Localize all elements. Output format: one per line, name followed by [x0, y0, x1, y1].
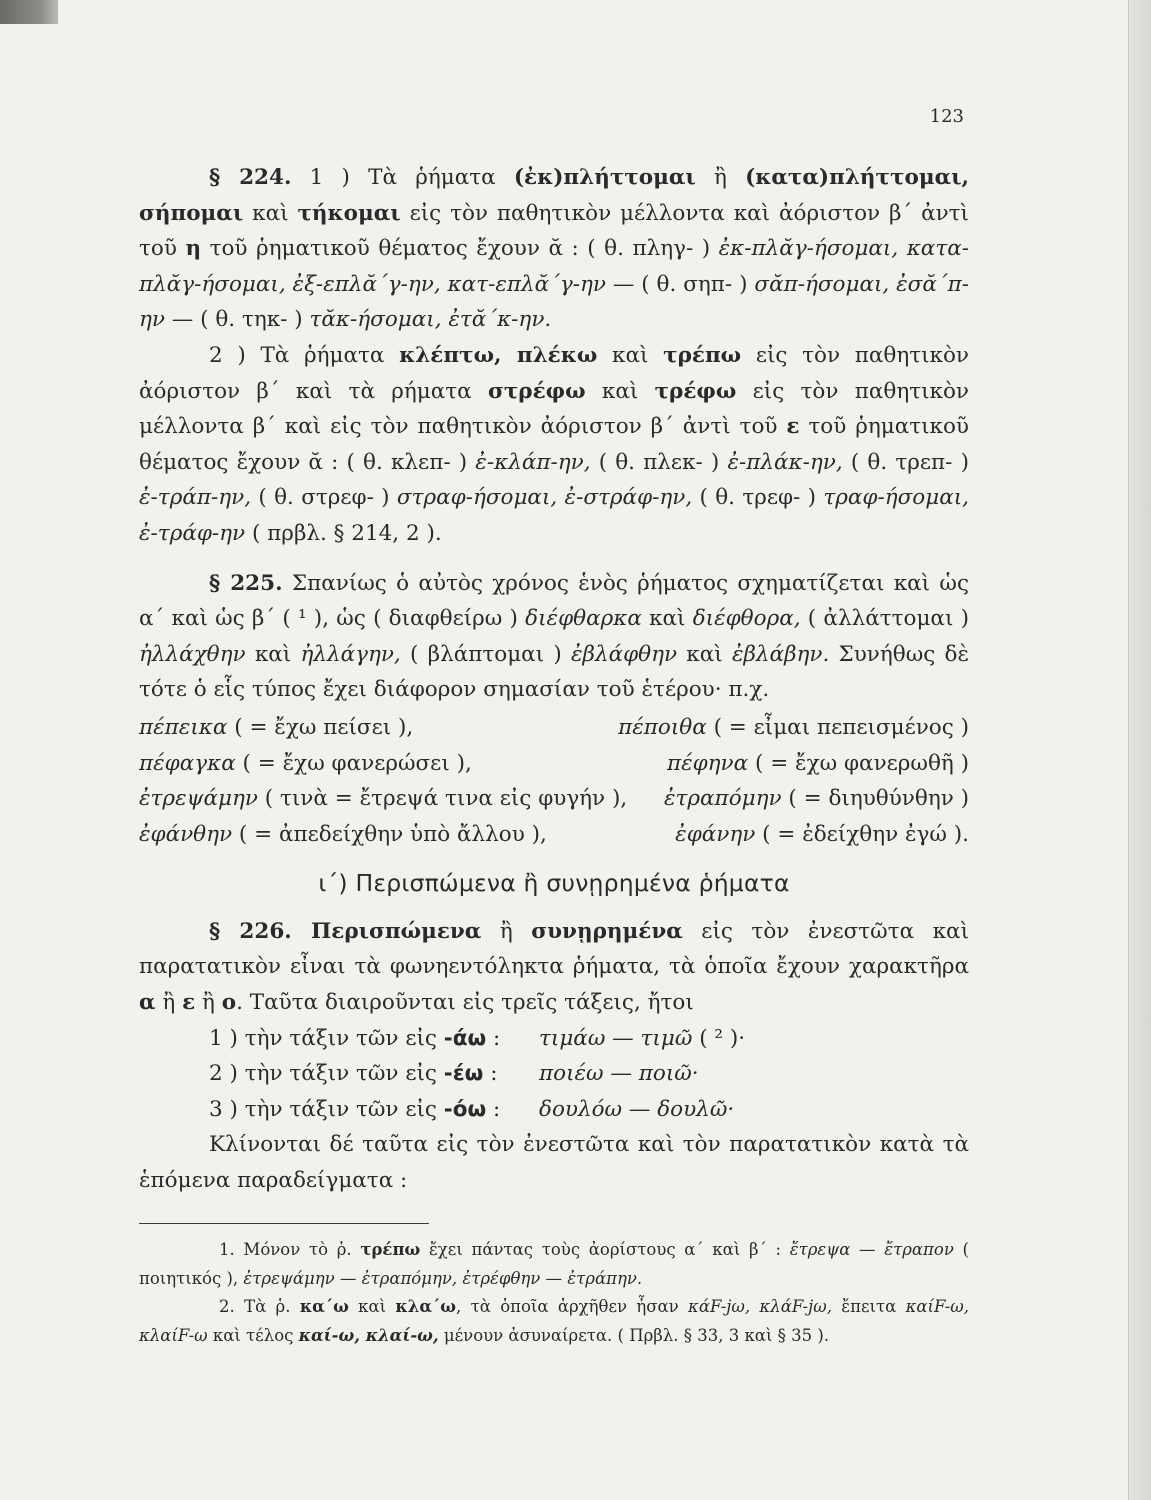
example-left — [139, 710, 413, 746]
text-run: : — [486, 1025, 501, 1051]
italic-form: κάF-jω, κλάF-jω, — [688, 1297, 832, 1316]
example-form: πέφηνα — [666, 750, 749, 776]
example-gloss: ( = διηυθύνθην ) — [781, 786, 969, 812]
bold-term: η — [185, 236, 202, 262]
scan-page-edge — [1128, 0, 1151, 1500]
text-run: — ( θ. τηκ- ) — [164, 307, 310, 333]
example-form: πέφαγκα — [139, 750, 236, 776]
text-run: ἢ — [695, 165, 746, 190]
bold-term: τρέφω — [654, 378, 737, 404]
footnote-divider — [139, 1223, 429, 1224]
example-gloss: ( = ἐδείχθην ἐγώ ). — [755, 821, 969, 847]
bold-term: Περισπώμενα — [291, 918, 482, 944]
text-run: καὶ — [597, 342, 664, 368]
italic-form: διέφθορα, — [692, 606, 801, 632]
example-form: ἐφάνην — [675, 821, 756, 847]
footnote-ref: ( ² )· — [692, 1025, 746, 1051]
example-gloss: ( = ἔχω φανερωθῆ ) — [748, 750, 969, 776]
ending: -άω — [443, 1025, 487, 1051]
example-gloss: ( = εἶμαι πεπεισμένος ) — [706, 714, 969, 740]
example-form: ποιέω — ποιῶ· — [539, 1061, 699, 1087]
example-row — [139, 817, 969, 853]
example-right — [667, 746, 969, 782]
text-run: ( ποιητικός ), — [139, 1240, 969, 1288]
main-text — [139, 160, 969, 1199]
text-run: ( θ. πλεκ- ) — [590, 449, 728, 475]
example-form: ἐτραπόμην — [663, 786, 782, 812]
example-gloss: ( = ἀπεδείχθην ὑπὸ ἄλλου ), — [232, 821, 547, 847]
verb-class-row — [209, 1092, 969, 1128]
verb-class-example — [539, 1092, 734, 1128]
italic-form: ἐβλάβην. — [731, 641, 830, 667]
text-run: , τὰ ὁποῖα ἀρχῆθεν ἦσαν — [456, 1297, 689, 1316]
text-run: : — [486, 1096, 501, 1122]
text-run: ( θ. τρεφ- ) — [692, 485, 824, 511]
verb-class-label — [209, 1021, 539, 1057]
footnote-1 — [139, 1236, 969, 1293]
text-run: μένουν ἀσυναίρετα. ( Πρβλ. § 33, 3 καὶ § 35 ). — [438, 1325, 830, 1345]
bold-term: τρέπω — [360, 1240, 421, 1259]
text-run: καὶ — [585, 378, 655, 404]
section-number: § 226. — [209, 918, 292, 944]
text-run: τοῦ ῥηματικοῦ θέματος ἔχουν ᾰ : ( θ. κλεπ- ) — [139, 414, 969, 475]
text-run: ἢ — [155, 990, 183, 1016]
footnotes — [139, 1236, 969, 1350]
text-run: καὶ — [245, 641, 301, 667]
italic-form: ἠλλάχθην — [139, 641, 246, 667]
italic-form: ἐβλάφθην — [571, 641, 678, 667]
italic-form: ἐ-τράπ-ην, — [139, 485, 252, 511]
ending: -όω — [443, 1096, 487, 1122]
text-run: Συνήθως δὲ τότε ὁ εἷς τύπος ἔχει διάφορον σημασίαν τοῦ ἑτέρου· π.χ. — [139, 641, 969, 703]
bold-term: συνῃρημένα — [531, 918, 683, 944]
example-form: πέποιθα — [618, 714, 707, 740]
text-run: καὶ — [348, 1297, 396, 1316]
bold-term: (ἐκ)πλήττομαι — [513, 165, 696, 190]
bold-italic-form: καί-ω, κλαί-ω, — [298, 1325, 439, 1345]
example-form: πέπεικα — [139, 714, 228, 740]
text-run: ἔχει πάντας τοὺς ἀορίστους α΄ καὶ β΄ : — [420, 1240, 790, 1259]
bold-term: κα΄ω — [299, 1297, 349, 1316]
bold-term: α — [139, 990, 156, 1016]
text-run: εἰς τὸν παθητικὸν μέλλοντα β΄ καὶ εἰς τὸν παθητικὸν ἀόριστον β΄ ἀντὶ τοῦ — [139, 378, 969, 440]
text-run: 2 ) τὴν τάξιν τῶν εἰς — [209, 1061, 444, 1087]
text-run: ( θ. στρεφ- ) — [251, 485, 397, 511]
italic-form: διέφθαρκα — [525, 606, 642, 632]
text-run: εἰς τὸν παθητικὸν ἀόριστον β΄ καὶ τὰ ρήματα — [139, 342, 969, 404]
example-row — [139, 781, 969, 817]
example-form: δουλόω — δουλῶ· — [539, 1096, 735, 1122]
text-run: 3 ) τὴν τάξιν τῶν εἰς — [209, 1096, 444, 1122]
text-run: εἰς τὸν ἐνεστῶτα καὶ παρατατικὸν εἶναι τὰ φωνηεντόληκτα ῥήματα, τὰ ὁποῖα ἔχουν χαρακτῆρα — [139, 918, 970, 980]
example-row — [139, 746, 969, 782]
bold-term: τήκομαι — [297, 200, 401, 226]
section-224-paragraph-1 — [139, 160, 969, 338]
text-run: 1 ) τὴν τάξιν τῶν εἰς — [209, 1025, 444, 1051]
example-form: τιμάω — τιμῶ — [539, 1025, 693, 1051]
italic-form: ἠλλάγην, — [300, 641, 401, 667]
italic-form: ἐτρεψάμην — ἐτραπόμην, ἐτρέφθην — ἐτράπην. — [243, 1268, 643, 1288]
verb-class-example — [539, 1021, 745, 1057]
italic-form: στραφ-ήσομαι, ἐ-στράφ-ην, — [396, 485, 693, 511]
scan-corner-mark — [0, 0, 58, 24]
example-left — [139, 781, 627, 817]
verb-class-example — [539, 1056, 699, 1092]
text-run: ( ἀλλάττομαι ) — [800, 606, 969, 632]
text-run: ( βλάπτομαι ) — [400, 641, 571, 667]
text-run: ( πρβλ. § 214, 2 ). — [245, 520, 442, 546]
text-run: καὶ — [677, 641, 732, 667]
example-left — [139, 817, 547, 853]
example-right — [664, 781, 969, 817]
bold-term: (κατα)πλήττομαι, σήπομαι — [139, 165, 969, 226]
example-table — [139, 710, 969, 852]
italic-form: τᾰκ-ήσομαι, ἐτᾰ΄κ-ην. — [309, 307, 552, 333]
verb-class-label — [209, 1056, 539, 1092]
example-right — [675, 817, 969, 853]
example-form: ἐτρεψάμην — [139, 786, 258, 812]
example-gloss: ( τινὰ = ἔτρεψά τινα εἰς φυγήν ), — [257, 786, 628, 812]
text-run: ἢ — [481, 918, 532, 944]
bold-term: στρέφω — [487, 378, 586, 404]
bold-term: κλα΄ω — [395, 1297, 457, 1316]
example-gloss: ( = ἔχω φανερώσει ), — [235, 750, 472, 776]
text-run: καὶ — [641, 606, 693, 632]
verb-class-list — [209, 1021, 969, 1128]
text-run: 2. Τὰ ῥ. — [219, 1297, 300, 1316]
text-run: ἢ — [195, 990, 222, 1016]
example-row — [139, 710, 969, 746]
italic-form: ἐκ-πλᾰγ-ήσομαι, κατα-πλᾰγ-ήσομαι, ἐξ-επλᾰ΄γ-ην, κατ-επλᾰ΄γ-ην — [139, 236, 970, 297]
section-number: § 225. — [209, 570, 283, 596]
bold-term: ο — [221, 990, 237, 1016]
verb-class-row — [209, 1021, 969, 1057]
example-right — [618, 710, 969, 746]
italic-form: καίF-ω, κλαίF-ω — [139, 1297, 970, 1345]
section-224-paragraph-2 — [139, 338, 969, 552]
page-number: 123 — [929, 106, 964, 127]
bold-term: κλέπτω, πλέκω — [399, 342, 598, 368]
text-run: — ( θ. σηπ- ) — [605, 271, 755, 297]
section-225-paragraph — [139, 566, 969, 708]
text-run: : — [483, 1061, 498, 1087]
footnote-2 — [139, 1293, 969, 1350]
text-run: εἰς τὸν παθητικὸν μέλλοντα καὶ ἀόριστον β΄ ἀντὶ τοῦ — [139, 200, 969, 262]
verb-class-label — [209, 1092, 539, 1128]
text-run: τοῦ ῥηματικοῦ θέματος ἔχουν ᾰ : ( θ. πληγ- ) — [201, 236, 719, 262]
example-left — [139, 746, 472, 782]
bold-term: τρέπω — [663, 342, 742, 368]
italic-form: ἔτρεψα — ἔτραπον — [789, 1240, 954, 1259]
text-run: καὶ τέλος — [207, 1325, 299, 1345]
italic-form: ἐ-κλάπ-ην, — [475, 449, 591, 475]
italic-form: ἐ-πλάκ-ην, — [727, 449, 843, 475]
text-run: 2 ) Τὰ ῥήματα — [209, 342, 400, 368]
example-gloss: ( = ἔχω πείσει ), — [227, 714, 414, 740]
ending: -έω — [443, 1061, 484, 1087]
section-number: § 224. — [209, 165, 292, 190]
bold-term: ε — [182, 990, 196, 1016]
italic-form: σᾰπ-ήσομαι, ἐσᾰ΄π-ην — [139, 271, 970, 333]
section-heading: ι΄) Περισπώμενα ἢ συνῃρημένα ῥήματα — [318, 869, 790, 898]
text-run: 1. Μόνον τὸ ῥ. — [219, 1240, 361, 1259]
verb-class-row — [209, 1056, 969, 1092]
example-form: ἐφάνθην — [139, 821, 233, 847]
text-run: καὶ — [243, 200, 298, 226]
closing-paragraph: Κλίνονται δέ ταῦτα εἰς τὸν ἐνεστῶτα καὶ τὸν παρατατικὸν κατὰ τὰ ἑπόμενα παραδείγματα : — [139, 1132, 969, 1194]
text-run: ( θ. τρεπ- ) — [842, 449, 969, 475]
text-run: Σπανίως ὁ αὐτὸς χρόνος ἑνὸς ῥήματος σχηματίζεται καὶ ὡς α΄ καὶ ὡς β΄ ( ¹ ), ὡς ( διαφθείρω ) — [139, 570, 970, 632]
text-run: . Ταῦτα διαιροῦνται εἰς τρεῖς τάξεις, ἤτοι — [236, 990, 694, 1016]
bold-term: ε — [786, 414, 800, 440]
text-run: 1 ) Τὰ ῥήματα — [291, 165, 514, 190]
italic-form: τραφ-ήσομαι, ἐ-τράφ-ην — [139, 485, 970, 546]
section-226-paragraph — [139, 914, 969, 1021]
text-run: ἔπειτα — [831, 1297, 906, 1316]
